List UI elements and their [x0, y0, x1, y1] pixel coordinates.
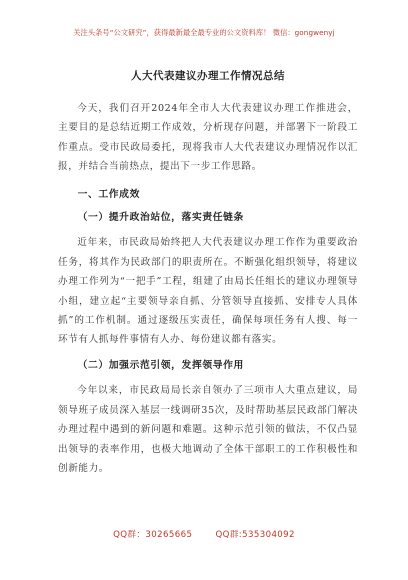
intro-paragraph: 今天，我们召开2024年全市人大代表建议办理工作推进会，主要目的是总结近期工作成效，分析现存问题，并部署下一阶段工作重点。受市民政局委托，现将我市人大代表建议办理情况作以汇报，并结合当前热点，提出下一步工作思路。: [58, 103, 358, 173]
footer: [0, 528, 408, 540]
subsection-heading: （二）加强示范引领，发挥领导作用: [77, 359, 244, 371]
footer-qq-group-1: QQ群：30265665: [113, 530, 193, 540]
subsection-paragraph: 近年来，市民政局始终把人大代表建议办理工作作为重要政治任务，将其作为民政部门的职责所在。不断强化组织领导，将建议办理工作列为“一把手”工程，组建了由局长任组长的建议办理领导小组，建立起“主要领导亲自抓、分管领导直接抓、安排专人具体抓”的工作机制。通过逐级压实责任，确保每项任务有人搜、每一环节有人抓每件事情有人办、每份建议都有落实。: [58, 237, 358, 346]
section-heading: 一、工作成效: [77, 188, 140, 200]
subsection-paragraph: 今年以来，市民政局局长亲自领办了三项市人大重点建议，局领导班子成员深入基层一线调研35次，及时帮助基层民政部门解决办理过程中遇到的新问题和难题。这种示范引领的做法，不仅凸显出领导的表率作用，也极大地调动了全体干部职工的工作积极性和创新能力。: [58, 385, 358, 474]
subsection-heading: （一）提升政治站位，落实责任链条: [77, 212, 244, 224]
document-body: [58, 68, 358, 478]
footer-qq-group-2: QQ群:535304092: [215, 530, 295, 540]
document-title: 人大代表建议办理工作情况总结: [131, 70, 285, 82]
header-banner: 关注头条号“公文研究”，获得最新最全最专业的公文资料库！ 微信：gongwenyj: [73, 28, 335, 37]
